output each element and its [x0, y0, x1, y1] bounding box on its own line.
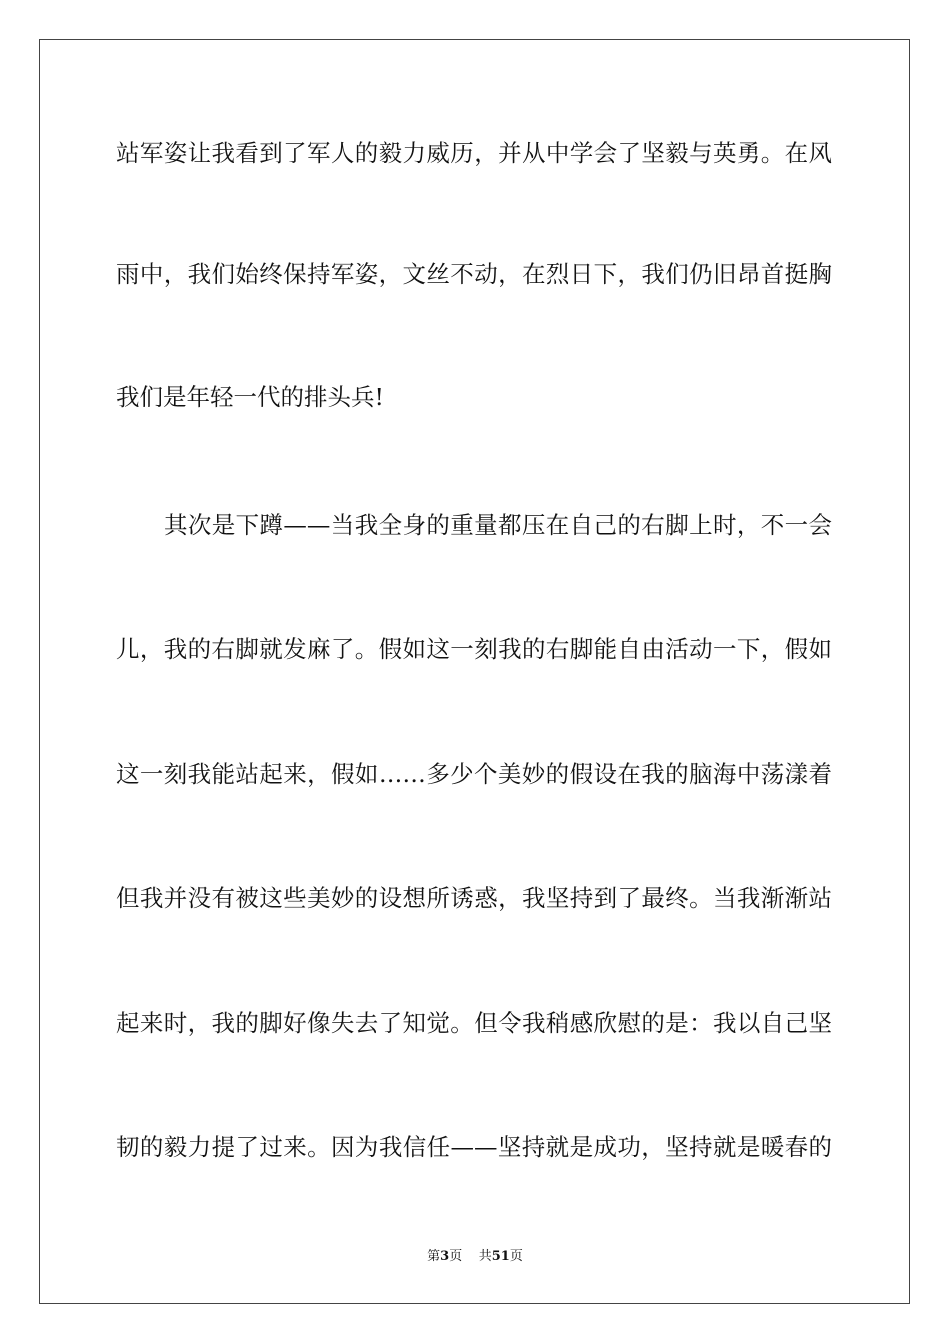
page-footer	[0, 1248, 950, 1266]
body-line-8: 起来时，我的脚好像失去了知觉。但令我稍感欣慰的是：我以自己坚	[116, 1009, 832, 1037]
body-line-6: 这一刻我能站起来，假如……多少个美妙的假设在我的脑海中荡漾着	[116, 760, 832, 788]
footer-total-prefix: 共	[478, 1249, 492, 1264]
footer-page-prefix: 第	[427, 1249, 441, 1264]
body-line-2: 雨中，我们始终保持军姿，文丝不动，在烈日下，我们仍旧昂首挺胸	[116, 260, 832, 288]
body-line-3: 我们是年轻一代的排头兵!	[116, 383, 384, 411]
body-line-4: 其次是下蹲——当我全身的重量都压在自己的右脚上时，不一会	[164, 511, 832, 539]
footer-total-suffix: 页	[509, 1249, 523, 1264]
body-line-7: 但我并没有被这些美妙的设想所诱惑，我坚持到了最终。当我渐渐站	[116, 884, 832, 912]
body-line-9: 韧的毅力提了过来。因为我信任——坚持就是成功，坚持就是暖春的	[116, 1133, 832, 1161]
body-line-5: 儿，我的右脚就发麻了。假如这一刻我的右脚能自由活动一下，假如	[116, 635, 832, 663]
footer-page-number: 3	[440, 1249, 450, 1264]
footer-page-suffix: 页	[449, 1249, 463, 1264]
footer-total-pages: 51	[491, 1249, 510, 1264]
body-line-1: 站军姿让我看到了军人的毅力威历，并从中学会了坚毅与英勇。在风	[116, 139, 832, 167]
page-border	[39, 39, 910, 1304]
